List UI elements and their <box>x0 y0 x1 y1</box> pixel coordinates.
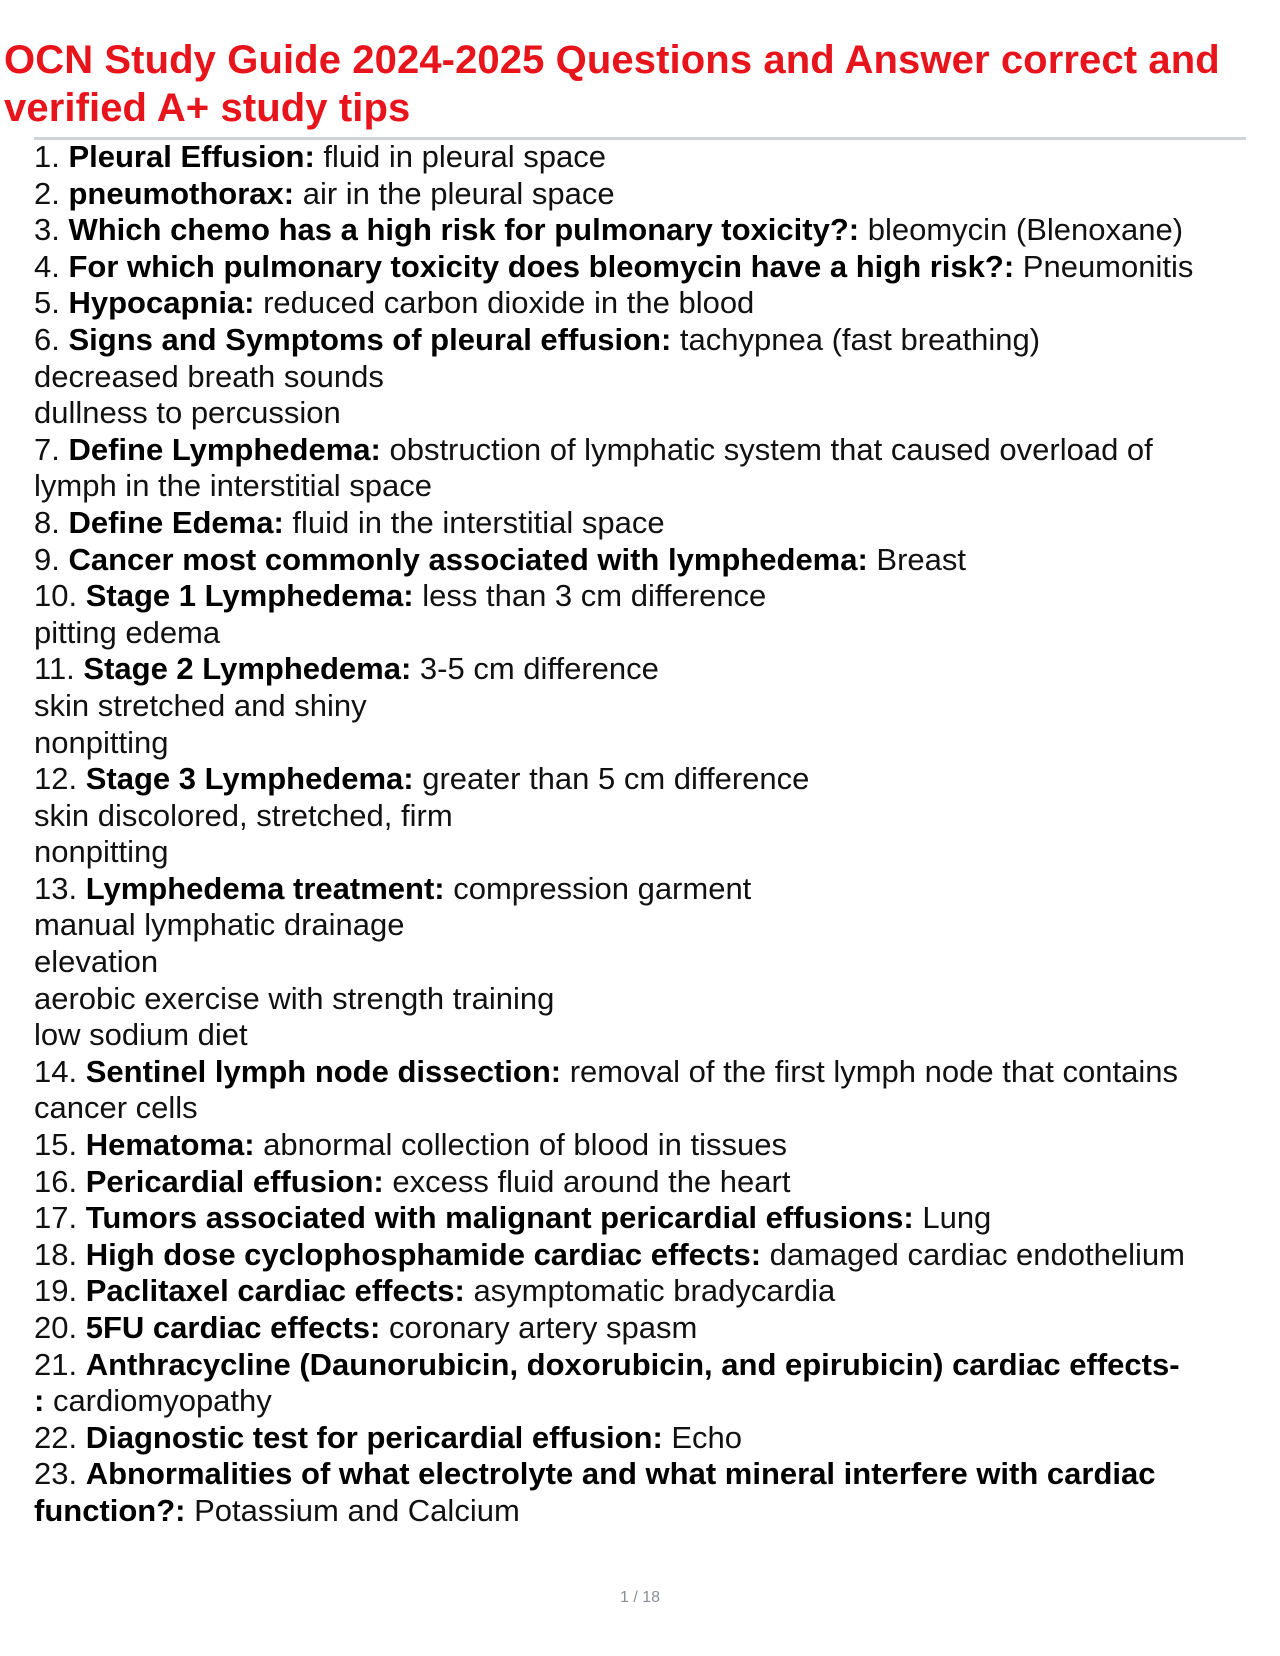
item-term: Define Lymphedema: <box>68 431 381 467</box>
item-term: Abnormalities of what electrolyte and what mineral interfere with cardiac <box>85 1456 1156 1492</box>
item-answer: asymptomatic bradycardia <box>464 1273 836 1309</box>
qa-item-first-line <box>34 139 1260 176</box>
qa-item-first-line <box>34 1054 1260 1091</box>
qa-item-first-line <box>34 176 1260 213</box>
item-number: 10. <box>34 578 86 614</box>
item-answer: 3-5 cm difference <box>411 651 659 687</box>
item-number: 14. <box>34 1053 86 1089</box>
qa-item <box>34 322 1260 432</box>
item-term: Sentinel lymph node dissection: <box>85 1053 562 1089</box>
item-term: Hypocapnia: <box>68 285 255 321</box>
item-term: Cancer most commonly associated with lymphedema: <box>68 541 868 577</box>
qa-item-first-line <box>34 1456 1260 1493</box>
item-answer-line: lymph in the interstitial space <box>34 468 433 504</box>
qa-item <box>34 1347 1260 1420</box>
qa-item-first-line <box>34 1420 1260 1457</box>
qa-item-first-line <box>34 578 1260 615</box>
qa-item <box>34 1164 1260 1201</box>
item-number: 9. <box>34 541 69 577</box>
qa-item-first-line <box>34 871 1260 908</box>
item-answer: compression garment <box>444 870 752 906</box>
qa-item-first-line <box>34 651 1260 688</box>
qa-item <box>34 1420 1260 1457</box>
item-answer: coronary artery spasm <box>380 1310 698 1345</box>
item-answer: reduced carbon dioxide in the blood <box>254 285 755 321</box>
item-number: 21. <box>34 1346 86 1382</box>
item-answer-line: nonpitting <box>34 724 169 760</box>
qa-item-first-line <box>34 1310 1260 1347</box>
qa-item <box>34 542 1260 579</box>
qa-item-first-line <box>34 432 1260 469</box>
item-number: 8. <box>34 504 69 540</box>
item-term: Stage 2 Lymphedema: <box>83 651 412 687</box>
qa-item <box>34 578 1260 651</box>
item-term: Stage 3 Lymphedema: <box>85 761 414 797</box>
item-term: Stage 1 Lymphedema: <box>85 578 414 614</box>
qa-item <box>34 651 1260 761</box>
item-term: 5FU cardiac effects: <box>85 1310 381 1345</box>
item-number: 2. <box>34 175 69 211</box>
qa-item <box>34 139 1260 176</box>
item-number: 11. <box>34 651 84 687</box>
title-line-1: OCN Study Guide 2024-2025 Questions and Answer correct and <box>4 38 1220 82</box>
qa-item <box>34 432 1260 505</box>
qa-item <box>34 871 1260 1054</box>
qa-item-first-line <box>34 505 1260 542</box>
item-number: 15. <box>34 1127 86 1163</box>
qa-item <box>34 505 1260 542</box>
qa-item-first-line <box>34 761 1260 798</box>
qa-item <box>34 285 1260 322</box>
item-term-continuation: : <box>34 1383 45 1419</box>
item-term: Signs and Symptoms of pleural effusion: <box>68 321 672 357</box>
qa-item <box>34 1127 1260 1164</box>
page-indicator: 1 / 18 <box>619 1589 661 1606</box>
item-number: 16. <box>34 1163 86 1199</box>
item-answer: Pneumonitis <box>1014 248 1194 284</box>
item-answer-line: decreased breath sounds <box>34 358 384 394</box>
item-term: pneumothorax: <box>68 175 295 211</box>
item-answer: greater than 5 cm difference <box>413 761 810 797</box>
item-term: Define Edema: <box>68 504 284 540</box>
item-number: 3. <box>34 212 69 248</box>
qa-item <box>34 1200 1260 1237</box>
item-answer: abnormal collection of blood in tissues <box>254 1127 788 1163</box>
item-answer-line: aerobic exercise with strength training <box>34 980 555 1016</box>
item-number: 13. <box>34 870 86 906</box>
document-title <box>4 36 1274 132</box>
item-answer: tachypnea (fast breathing) <box>671 321 1041 357</box>
item-term: Lymphedema treatment: <box>85 870 445 906</box>
item-term: Pleural Effusion: <box>68 139 315 174</box>
item-term-continuation: function?: <box>34 1492 186 1528</box>
item-answer: fluid in the interstitial space <box>283 504 665 540</box>
qa-item-first-line <box>34 322 1260 359</box>
qa-item <box>34 761 1260 871</box>
item-answer-line: pitting edema <box>34 614 221 650</box>
item-term: Hematoma: <box>85 1127 255 1163</box>
item-answer: Lung <box>913 1200 992 1236</box>
item-term: Tumors associated with malignant pericardial effusions: <box>85 1200 914 1236</box>
item-answer-line: nonpitting <box>34 834 169 870</box>
item-answer: Echo <box>662 1419 743 1455</box>
item-number: 1. <box>34 139 69 174</box>
qa-item-first-line <box>34 1237 1260 1274</box>
qa-item-first-line <box>34 249 1260 286</box>
item-number: 22. <box>34 1419 86 1455</box>
item-number: 18. <box>34 1236 86 1272</box>
qa-item-first-line <box>34 1347 1260 1384</box>
qa-item-first-line <box>34 1273 1260 1310</box>
item-number: 5. <box>34 285 69 321</box>
item-number: 4. <box>34 248 69 284</box>
item-answer: bleomycin (Blenoxane) <box>859 212 1184 248</box>
item-term: Which chemo has a high risk for pulmonary toxicity?: <box>68 212 860 248</box>
item-answer: damaged cardiac endothelium <box>761 1236 1185 1272</box>
item-answer: obstruction of lymphatic system that caused overload of <box>380 431 1153 467</box>
item-term: Paclitaxel cardiac effects: <box>85 1273 465 1309</box>
item-answer-line: cancer cells <box>34 1090 198 1126</box>
item-answer-line: low sodium diet <box>34 1017 248 1053</box>
qa-item-first-line <box>34 285 1260 322</box>
item-answer-line: skin stretched and shiny <box>34 687 367 723</box>
item-number: 12. <box>34 761 86 797</box>
item-answer: removal of the first lymph node that contains <box>561 1053 1178 1089</box>
item-number: 17. <box>34 1200 86 1236</box>
qa-item <box>34 1310 1260 1347</box>
qa-item-first-line <box>34 212 1260 249</box>
item-answer: less than 3 cm difference <box>413 578 767 614</box>
item-number: 19. <box>34 1273 86 1309</box>
qa-item <box>34 176 1260 213</box>
qa-item-first-line <box>34 542 1260 579</box>
item-answer-line: elevation <box>34 944 159 980</box>
qa-item <box>34 1273 1260 1310</box>
item-answer-line: dullness to percussion <box>34 395 341 431</box>
qa-item <box>34 249 1260 286</box>
item-answer-line: manual lymphatic drainage <box>34 907 405 943</box>
item-number: 23. <box>34 1456 86 1492</box>
qa-item <box>34 1456 1260 1529</box>
item-number: 6. <box>34 321 69 357</box>
item-term: High dose cyclophosphamide cardiac effects: <box>85 1236 762 1272</box>
qa-item <box>34 212 1260 249</box>
item-number: 20. <box>34 1310 86 1345</box>
qa-list <box>34 139 1260 1530</box>
qa-item-first-line <box>34 1200 1260 1237</box>
item-term: Diagnostic test for pericardial effusion: <box>85 1419 663 1455</box>
item-answer: cardiomyopathy <box>44 1383 272 1419</box>
qa-item-continuation <box>34 1383 1260 1420</box>
item-term: Pericardial effusion: <box>85 1163 384 1199</box>
title-line-2: verified A+ study tips <box>4 86 411 130</box>
item-answer: air in the pleural space <box>294 175 615 211</box>
item-answer: fluid in pleural space <box>314 139 607 174</box>
qa-item-first-line <box>34 1164 1260 1201</box>
item-answer: Potassium and Calcium <box>185 1492 520 1528</box>
qa-item <box>34 1054 1260 1127</box>
item-number: 7. <box>34 431 69 467</box>
item-term: Anthracycline (Daunorubicin, doxorubicin, and epirubicin) cardiac effects- <box>85 1346 1180 1382</box>
item-answer-line: skin discolored, stretched, firm <box>34 797 453 833</box>
qa-item-continuation <box>34 1493 1260 1530</box>
qa-item-first-line <box>34 1127 1260 1164</box>
item-answer: Breast <box>867 541 967 577</box>
item-answer: excess fluid around the heart <box>383 1163 791 1199</box>
qa-item <box>34 1237 1260 1274</box>
item-term: For which pulmonary toxicity does bleomycin have a high risk?: <box>68 248 1015 284</box>
